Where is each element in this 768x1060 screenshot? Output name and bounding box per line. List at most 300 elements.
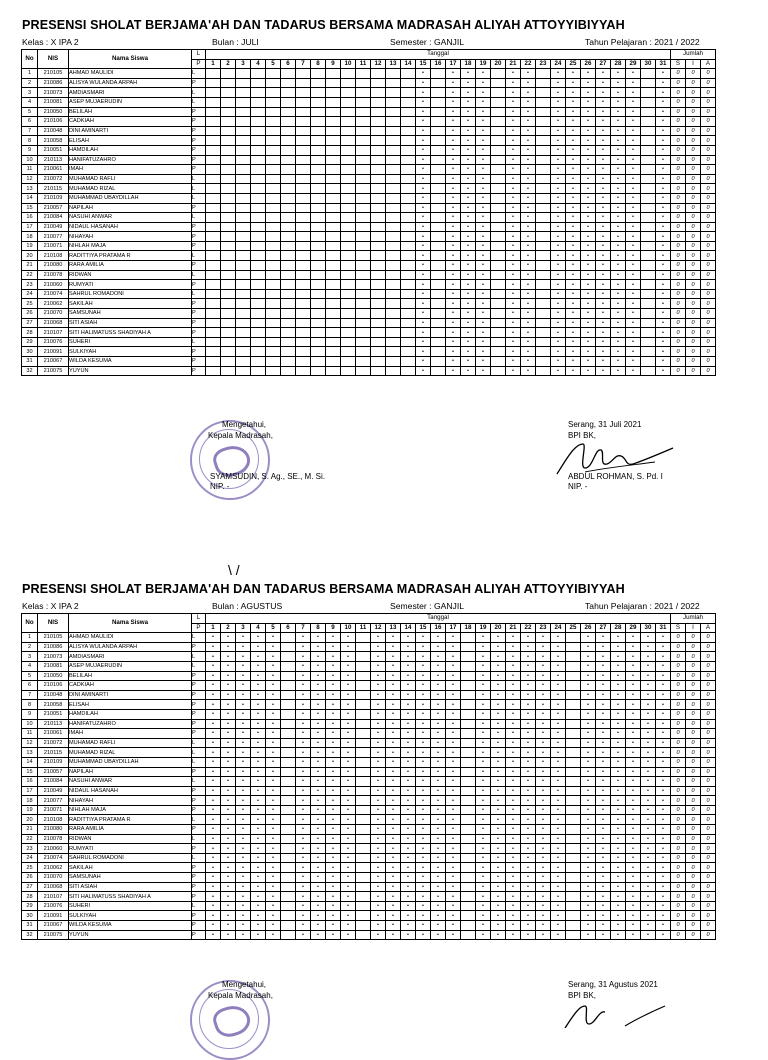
attendance-mark: •: [596, 184, 611, 194]
attendance-mark: •: [536, 757, 551, 767]
attendance-empty: [311, 222, 326, 232]
attendance-mark: •: [626, 690, 641, 700]
attendance-mark: •: [626, 318, 641, 328]
attendance-mark: •: [206, 748, 221, 758]
attendance-mark: •: [626, 107, 641, 117]
total-i: 0: [686, 690, 701, 700]
attendance-mark: •: [266, 796, 281, 806]
attendance-mark: •: [641, 748, 656, 758]
attendance-empty: [206, 126, 221, 136]
attendance-mark: •: [221, 690, 236, 700]
table-row: [22, 155, 716, 165]
attendance-empty: [281, 280, 296, 290]
student-nis: 210068: [38, 882, 69, 892]
attendance-empty: [296, 366, 311, 376]
total-a: 0: [701, 145, 716, 155]
total-s: 0: [671, 642, 686, 652]
attendance-empty: [401, 136, 416, 146]
attendance-mark: •: [416, 738, 431, 748]
student-name: SITI HALIMATUSS SHADIYAH A: [69, 328, 192, 338]
attendance-mark: •: [326, 892, 341, 902]
attendance-empty: [206, 366, 221, 376]
attendance-mark: •: [506, 853, 521, 863]
attendance-mark: •: [656, 681, 671, 691]
attendance-mark: •: [476, 165, 491, 175]
attendance-mark: •: [371, 930, 386, 940]
total-i: 0: [686, 815, 701, 825]
attendance-mark: •: [446, 289, 461, 299]
attendance-mark: •: [431, 719, 446, 729]
row-number: 7: [22, 126, 38, 136]
attendance-mark: •: [416, 97, 431, 107]
student-gender: P: [192, 882, 206, 892]
attendance-mark: •: [596, 222, 611, 232]
attendance-empty: [251, 184, 266, 194]
attendance-empty: [401, 213, 416, 223]
attendance-mark: •: [491, 786, 506, 796]
student-name: SAKILAH: [69, 299, 192, 309]
student-gender: P: [192, 126, 206, 136]
attendance-mark: •: [491, 863, 506, 873]
row-number: 13: [22, 748, 38, 758]
attendance-empty: [536, 184, 551, 194]
day-header: 26: [581, 623, 596, 633]
attendance-mark: •: [491, 921, 506, 931]
attendance-mark: •: [611, 117, 626, 127]
attendance-mark: •: [386, 700, 401, 710]
attendance-empty: [401, 318, 416, 328]
attendance-empty: [386, 337, 401, 347]
attendance-empty: [401, 280, 416, 290]
total-i: 0: [686, 347, 701, 357]
attendance-empty: [281, 213, 296, 223]
day-header: 6: [281, 59, 296, 69]
attendance-mark: •: [446, 690, 461, 700]
student-gender: L: [192, 270, 206, 280]
attendance-mark: •: [611, 748, 626, 758]
table-row: [22, 328, 716, 338]
attendance-mark: •: [251, 805, 266, 815]
attendance-mark: •: [416, 911, 431, 921]
student-gender: P: [192, 299, 206, 309]
attendance-mark: •: [551, 633, 566, 643]
attendance-empty: [296, 280, 311, 290]
student-gender: P: [192, 145, 206, 155]
total-s: 0: [671, 748, 686, 758]
attendance-empty: [296, 261, 311, 271]
attendance-mark: •: [551, 757, 566, 767]
total-s: 0: [671, 222, 686, 232]
attendance-empty: [356, 671, 371, 681]
attendance-mark: •: [386, 661, 401, 671]
attendance-empty: [251, 78, 266, 88]
attendance-empty: [206, 222, 221, 232]
attendance-empty: [221, 289, 236, 299]
attendance-mark: •: [611, 289, 626, 299]
attendance-mark: •: [506, 347, 521, 357]
attendance-empty: [356, 328, 371, 338]
student-nis: 210049: [38, 222, 69, 232]
attendance-empty: [251, 309, 266, 319]
student-name: CADKIAH: [69, 681, 192, 691]
attendance-mark: •: [251, 911, 266, 921]
attendance-mark: •: [236, 757, 251, 767]
attendance-empty: [491, 328, 506, 338]
attendance-empty: [536, 261, 551, 271]
student-name: MUHAMMAD UBAYDILLAH: [69, 757, 192, 767]
attendance-empty: [641, 69, 656, 79]
attendance-mark: •: [626, 69, 641, 79]
attendance-empty: [356, 366, 371, 376]
attendance-mark: •: [206, 757, 221, 767]
attendance-mark: •: [326, 777, 341, 787]
attendance-empty: [281, 700, 296, 710]
attendance-mark: •: [446, 165, 461, 175]
student-gender: P: [192, 261, 206, 271]
attendance-mark: •: [611, 796, 626, 806]
attendance-empty: [431, 97, 446, 107]
student-gender: P: [192, 328, 206, 338]
attendance-mark: •: [611, 347, 626, 357]
attendance-mark: •: [476, 299, 491, 309]
attendance-mark: •: [221, 844, 236, 854]
attendance-empty: [206, 174, 221, 184]
attendance-mark: •: [326, 786, 341, 796]
attendance-mark: •: [296, 681, 311, 691]
attendance-mark: •: [371, 719, 386, 729]
attendance-empty: [431, 309, 446, 319]
attendance-mark: •: [551, 882, 566, 892]
attendance-mark: •: [401, 863, 416, 873]
attendance-mark: •: [521, 777, 536, 787]
attendance-empty: [266, 155, 281, 165]
day-header: 23: [536, 623, 551, 633]
attendance-empty: [386, 232, 401, 242]
attendance-mark: •: [506, 241, 521, 251]
attendance-mark: •: [341, 729, 356, 739]
attendance-mark: •: [236, 825, 251, 835]
attendance-mark: •: [506, 97, 521, 107]
attendance-mark: •: [326, 921, 341, 931]
attendance-mark: •: [266, 652, 281, 662]
attendance-mark: •: [581, 815, 596, 825]
attendance-mark: •: [446, 671, 461, 681]
attendance-empty: [236, 107, 251, 117]
attendance-mark: •: [641, 738, 656, 748]
attendance-mark: •: [581, 863, 596, 873]
attendance-mark: •: [506, 126, 521, 136]
total-i: 0: [686, 232, 701, 242]
attendance-mark: •: [416, 777, 431, 787]
day-header: 2: [221, 623, 236, 633]
attendance-mark: •: [491, 709, 506, 719]
attendance-mark: •: [656, 709, 671, 719]
attendance-mark: •: [521, 882, 536, 892]
attendance-mark: •: [371, 729, 386, 739]
attendance-empty: [251, 126, 266, 136]
student-gender: L: [192, 88, 206, 98]
total-a: 0: [701, 767, 716, 777]
attendance-mark: •: [446, 709, 461, 719]
attendance-mark: •: [221, 882, 236, 892]
attendance-empty: [641, 222, 656, 232]
attendance-mark: •: [401, 738, 416, 748]
attendance-mark: •: [461, 117, 476, 127]
student-nis: 210078: [38, 834, 69, 844]
attendance-mark: •: [341, 709, 356, 719]
attendance-empty: [281, 709, 296, 719]
attendance-empty: [251, 69, 266, 79]
total-s: 0: [671, 107, 686, 117]
student-gender: P: [192, 719, 206, 729]
attendance-empty: [206, 213, 221, 223]
attendance-mark: •: [311, 921, 326, 931]
student-nis: 210105: [38, 633, 69, 643]
attendance-empty: [491, 88, 506, 98]
attendance-mark: •: [206, 738, 221, 748]
attendance-mark: •: [626, 873, 641, 883]
attendance-mark: •: [491, 901, 506, 911]
attendance-empty: [356, 815, 371, 825]
attendance-empty: [371, 309, 386, 319]
attendance-mark: •: [551, 825, 566, 835]
attendance-mark: •: [581, 729, 596, 739]
attendance-mark: •: [521, 709, 536, 719]
attendance-mark: •: [626, 184, 641, 194]
row-number: 31: [22, 357, 38, 367]
attendance-mark: •: [521, 289, 536, 299]
principal-role: Kepala Madrasah,: [208, 991, 273, 1000]
attendance-mark: •: [461, 366, 476, 376]
row-number: 13: [22, 184, 38, 194]
attendance-mark: •: [206, 709, 221, 719]
attendance-empty: [341, 337, 356, 347]
day-header: 27: [596, 59, 611, 69]
attendance-mark: •: [446, 145, 461, 155]
attendance-mark: •: [446, 719, 461, 729]
student-name: BELILAH: [69, 107, 192, 117]
total-s: 0: [671, 328, 686, 338]
attendance-empty: [461, 661, 476, 671]
total-i: 0: [686, 337, 701, 347]
attendance-empty: [296, 241, 311, 251]
attendance-mark: •: [326, 911, 341, 921]
table-row: [22, 815, 716, 825]
attendance-mark: •: [596, 796, 611, 806]
attendance-mark: •: [506, 901, 521, 911]
student-name: SUHERI: [69, 901, 192, 911]
row-number: 5: [22, 671, 38, 681]
attendance-mark: •: [341, 863, 356, 873]
attendance-empty: [371, 174, 386, 184]
attendance-empty: [401, 337, 416, 347]
attendance-mark: •: [296, 892, 311, 902]
attendance-empty: [431, 222, 446, 232]
attendance-empty: [311, 261, 326, 271]
attendance-empty: [251, 136, 266, 146]
attendance-mark: •: [236, 652, 251, 662]
total-a: 0: [701, 289, 716, 299]
attendance-empty: [371, 97, 386, 107]
attendance-mark: •: [611, 729, 626, 739]
attendance-empty: [281, 309, 296, 319]
attendance-empty: [641, 299, 656, 309]
attendance-mark: •: [296, 825, 311, 835]
attendance-mark: •: [236, 748, 251, 758]
attendance-empty: [206, 357, 221, 367]
attendance-mark: •: [626, 748, 641, 758]
attendance-mark: •: [476, 174, 491, 184]
attendance-mark: •: [551, 145, 566, 155]
attendance-empty: [341, 165, 356, 175]
attendance-mark: •: [596, 78, 611, 88]
attendance-empty: [251, 299, 266, 309]
attendance-mark: •: [266, 863, 281, 873]
table-row: [22, 117, 716, 127]
attendance-mark: •: [446, 126, 461, 136]
attendance-mark: •: [596, 661, 611, 671]
attendance-mark: •: [506, 661, 521, 671]
attendance-mark: •: [596, 825, 611, 835]
attendance-mark: •: [641, 642, 656, 652]
attendance-empty: [206, 280, 221, 290]
student-gender: P: [192, 805, 206, 815]
attendance-empty: [356, 203, 371, 213]
row-number: 25: [22, 863, 38, 873]
attendance-mark: •: [641, 777, 656, 787]
attendance-mark: •: [641, 652, 656, 662]
attendance-empty: [326, 117, 341, 127]
total-s: 0: [671, 633, 686, 643]
attendance-empty: [311, 184, 326, 194]
attendance-empty: [221, 69, 236, 79]
day-header: 14: [401, 59, 416, 69]
attendance-empty: [281, 882, 296, 892]
attendance-empty: [206, 328, 221, 338]
attendance-mark: •: [446, 863, 461, 873]
attendance-mark: •: [446, 901, 461, 911]
attendance-empty: [296, 213, 311, 223]
student-gender: P: [192, 729, 206, 739]
attendance-mark: •: [656, 117, 671, 127]
attendance-mark: •: [596, 719, 611, 729]
attendance-empty: [356, 767, 371, 777]
attendance-mark: •: [506, 136, 521, 146]
attendance-mark: •: [416, 844, 431, 854]
attendance-empty: [266, 126, 281, 136]
day-header: 3: [236, 59, 251, 69]
attendance-empty: [221, 184, 236, 194]
attendance-mark: •: [296, 690, 311, 700]
day-header: 22: [521, 59, 536, 69]
total-s: 0: [671, 671, 686, 681]
attendance-mark: •: [236, 777, 251, 787]
attendance-empty: [236, 97, 251, 107]
attendance-mark: •: [521, 863, 536, 873]
attendance-empty: [401, 155, 416, 165]
table-row: [22, 222, 716, 232]
attendance-empty: [221, 366, 236, 376]
attendance-empty: [311, 270, 326, 280]
attendance-mark: •: [476, 930, 491, 940]
attendance-mark: •: [626, 241, 641, 251]
attendance-mark: •: [551, 738, 566, 748]
row-number: 18: [22, 796, 38, 806]
attendance-mark: •: [461, 193, 476, 203]
attendance-mark: •: [476, 251, 491, 261]
student-name: MUHAMAD RIZAL: [69, 748, 192, 758]
attendance-mark: •: [506, 930, 521, 940]
attendance-empty: [536, 251, 551, 261]
attendance-mark: •: [656, 834, 671, 844]
attendance-empty: [566, 719, 581, 729]
attendance-mark: •: [416, 863, 431, 873]
attendance-mark: •: [506, 78, 521, 88]
attendance-mark: •: [581, 184, 596, 194]
attendance-mark: •: [521, 873, 536, 883]
attendance-mark: •: [446, 366, 461, 376]
attendance-mark: •: [476, 786, 491, 796]
attendance-mark: •: [491, 748, 506, 758]
attendance-empty: [536, 280, 551, 290]
attendance-mark: •: [401, 700, 416, 710]
attendance-empty: [326, 184, 341, 194]
row-number: 7: [22, 690, 38, 700]
attendance-empty: [356, 117, 371, 127]
attendance-mark: •: [311, 786, 326, 796]
attendance-mark: •: [341, 757, 356, 767]
total-a: 0: [701, 901, 716, 911]
attendance-mark: •: [371, 815, 386, 825]
attendance-empty: [641, 241, 656, 251]
day-header: 5: [266, 59, 281, 69]
attendance-mark: •: [371, 796, 386, 806]
attendance-empty: [251, 88, 266, 98]
student-nis: 210084: [38, 213, 69, 223]
attendance-mark: •: [626, 805, 641, 815]
attendance-empty: [296, 165, 311, 175]
attendance-empty: [386, 270, 401, 280]
total-i: 0: [686, 280, 701, 290]
attendance-mark: •: [551, 222, 566, 232]
attendance-mark: •: [206, 652, 221, 662]
attendance-empty: [641, 155, 656, 165]
attendance-empty: [566, 738, 581, 748]
attendance-mark: •: [626, 270, 641, 280]
attendance-mark: •: [611, 652, 626, 662]
attendance-empty: [251, 251, 266, 261]
attendance-mark: •: [596, 921, 611, 931]
student-gender: P: [192, 767, 206, 777]
header-a: A: [701, 59, 716, 69]
attendance-mark: •: [581, 642, 596, 652]
attendance-mark: •: [311, 671, 326, 681]
attendance-mark: •: [416, 652, 431, 662]
attendance-empty: [566, 815, 581, 825]
attendance-mark: •: [581, 261, 596, 271]
day-header: 8: [311, 623, 326, 633]
attendance-mark: •: [461, 318, 476, 328]
attendance-mark: •: [416, 681, 431, 691]
attendance-mark: •: [626, 347, 641, 357]
attendance-empty: [641, 318, 656, 328]
attendance-mark: •: [206, 671, 221, 681]
attendance-empty: [641, 78, 656, 88]
total-s: 0: [671, 882, 686, 892]
attendance-mark: •: [476, 357, 491, 367]
attendance-mark: •: [551, 203, 566, 213]
attendance-mark: •: [506, 299, 521, 309]
